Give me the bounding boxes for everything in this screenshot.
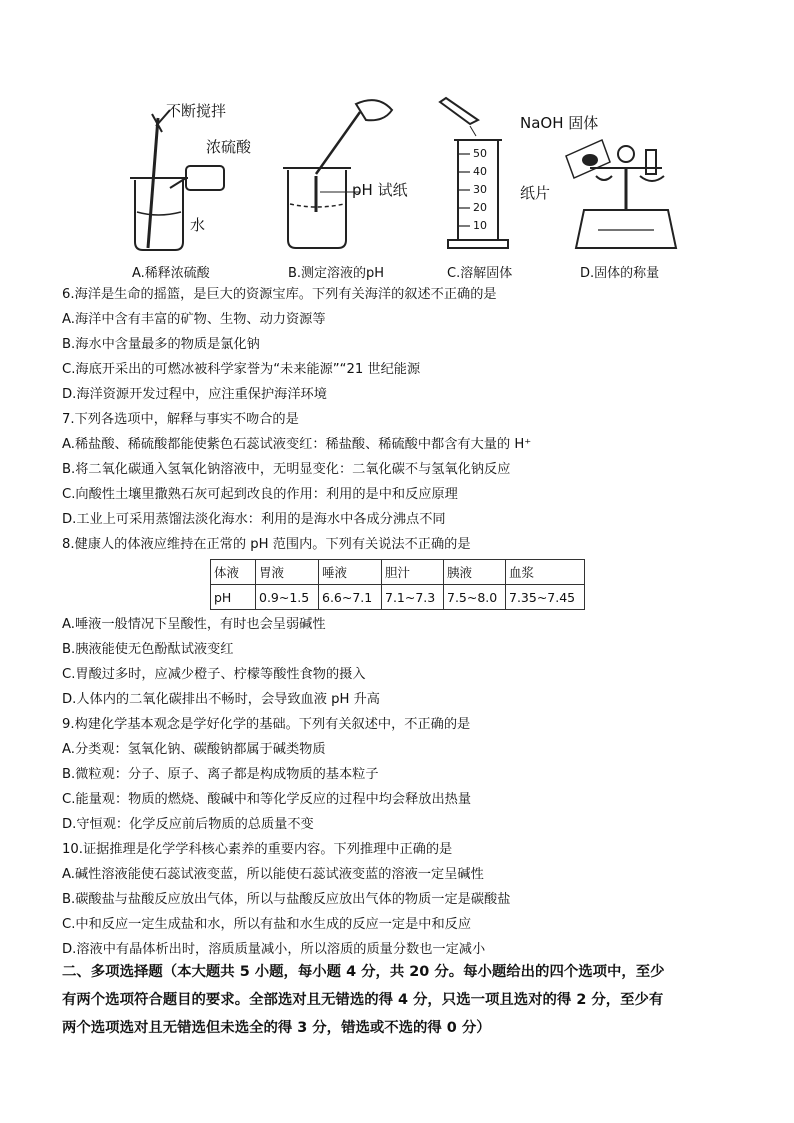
tick-30: 30 (473, 183, 487, 196)
note-conc-sulfuric: 浓硫酸 (206, 138, 252, 156)
questions (62, 282, 742, 962)
q9-option-d: D.守恒观：化学反应前后物质的总质量不变 (62, 817, 314, 832)
q8-stem: 8.健康人的体液应维持在正常的 pH 范围内。下列有关说法不正确的是 (62, 537, 471, 552)
figure-b-label: B.测定溶液的pH (288, 266, 385, 281)
tick-10: 10 (473, 219, 487, 232)
figure-b-drawing (283, 100, 392, 248)
q6-option-c: C.海底开采出的可燃冰被科学家誉为“未来能源”“21 世纪能源 (62, 362, 421, 377)
tick-50: 50 (473, 147, 487, 160)
q7-option-a: A.稀盐酸、稀硫酸都能使紫色石蕊试液变红：稀盐酸、稀硫酸中都含有大量的 H⁺ (62, 437, 532, 452)
ph-table-cell: 唾液 (319, 560, 382, 585)
ph-table-cell: 7.35~7.45 (506, 585, 585, 610)
q9-option-c: C.能量观：物质的燃烧、酸碱中和等化学反应的过程中均会释放出热量 (62, 792, 472, 807)
q10-stem: 10.证据推理是化学学科核心素养的重要内容。下列推理中正确的是 (62, 842, 453, 857)
ph-table-cell: 7.5~8.0 (444, 585, 506, 610)
q6-option-a: A.海洋中含有丰富的矿物、生物、动力资源等 (62, 312, 326, 327)
q7-stem: 7.下列各选项中，解释与事实不吻合的是 (62, 412, 299, 427)
q8-option-a: A.唾液一般情况下呈酸性，有时也会呈弱碱性 (62, 617, 326, 632)
q8-option-c: C.胃酸过多时，应减少橙子、柠檬等酸性食物的摄入 (62, 667, 366, 682)
q10-option-a: A.碱性溶液能使石蕊试液变蓝，所以能使石蕊试液变蓝的溶液一定呈碱性 (62, 867, 484, 882)
section-2-line: 两个选项选对且无错选但未选全的得 3 分，错选或不选的得 0 分） (62, 1020, 491, 1036)
section-2-heading (62, 958, 752, 1042)
ph-table-header-row (211, 560, 585, 585)
q9-stem: 9.构建化学基本观念是学好化学的基础。下列有关叙述中，不正确的是 (62, 717, 471, 732)
note-stir: 不断搅拌 (166, 102, 227, 120)
figure-c-label: C.溶解固体 (447, 266, 513, 281)
q10-option-d: D.溶液中有晶体析出时，溶质质量减小，所以溶质的质量分数也一定减小 (62, 942, 486, 957)
q8-option-b: B.胰液能使无色酚酞试液变红 (62, 642, 234, 657)
q6-option-d: D.海洋资源开发过程中，应注重保护海洋环境 (62, 387, 327, 402)
q8-option-d: D.人体内的二氧化碳排出不畅时，会导致血液 pH 升高 (62, 692, 380, 707)
q10-option-c: C.中和反应一定生成盐和水，所以有盐和水生成的反应一定是中和反应 (62, 917, 472, 932)
figure-a-label: A.稀释浓硫酸 (132, 266, 210, 281)
q9-option-a: A.分类观：氢氧化钠、碳酸钠都属于碱类物质 (62, 742, 326, 757)
ph-table-cell: 体液 (211, 560, 256, 585)
q7-option-d: D.工业上可采用蒸馏法淡化海水：利用的是海水中各成分沸点不同 (62, 512, 446, 527)
section-2-line: 有两个选项符合题目的要求。全部选对且无错选的得 4 分，只选一项且选对的得 2 分，至少有 (62, 992, 664, 1008)
ph-table-cell: 7.1~7.3 (382, 585, 444, 610)
q10-option-b: B.碳酸盐与盐酸反应放出气体，所以与盐酸反应放出气体的物质一定是碳酸盐 (62, 892, 511, 907)
figure-a-drawing (130, 110, 224, 250)
note-water: 水 (190, 216, 206, 234)
experiment-figures (0, 92, 794, 282)
q7-option-c: C.向酸性土壤里撒熟石灰可起到改良的作用：利用的是中和反应原理 (62, 487, 458, 502)
ph-table-cell: 0.9~1.5 (256, 585, 319, 610)
ph-table-cell: 6.6~7.1 (319, 585, 382, 610)
section-2-line: 二、多项选择题（本大题共 5 小题，每小题 4 分，共 20 分。每小题给出的四个选项中，至少 (62, 964, 665, 980)
ph-table-cell: 胰液 (444, 560, 506, 585)
q6-option-b: B.海水中含量最多的物质是氯化钠 (62, 337, 260, 352)
tick-20: 20 (473, 201, 487, 214)
figure-d-drawing (566, 140, 676, 248)
tick-40: 40 (473, 165, 487, 178)
q6-stem: 6.海洋是生命的摇篮，是巨大的资源宝库。下列有关海洋的叙述不正确的是 (62, 287, 497, 302)
figure-d-label: D.固体的称量 (580, 266, 660, 281)
note-naoh-solid: NaOH 固体 (520, 114, 599, 132)
ph-table-cell: 胃液 (256, 560, 319, 585)
ph-table-cell: pH (211, 585, 256, 610)
ph-table (210, 559, 585, 610)
ph-table-value-row (211, 585, 585, 610)
note-paper: 纸片 (520, 184, 551, 202)
note-ph-paper: pH 试纸 (352, 181, 408, 199)
q9-option-b: B.微粒观：分子、原子、离子都是构成物质的基本粒子 (62, 767, 379, 782)
q7-option-b: B.将二氧化碳通入氢氧化钠溶液中，无明显变化：二氧化碳不与氢氧化钠反应 (62, 462, 511, 477)
ph-table-cell: 胆汁 (382, 560, 444, 585)
ph-table-cell: 血浆 (506, 560, 585, 585)
